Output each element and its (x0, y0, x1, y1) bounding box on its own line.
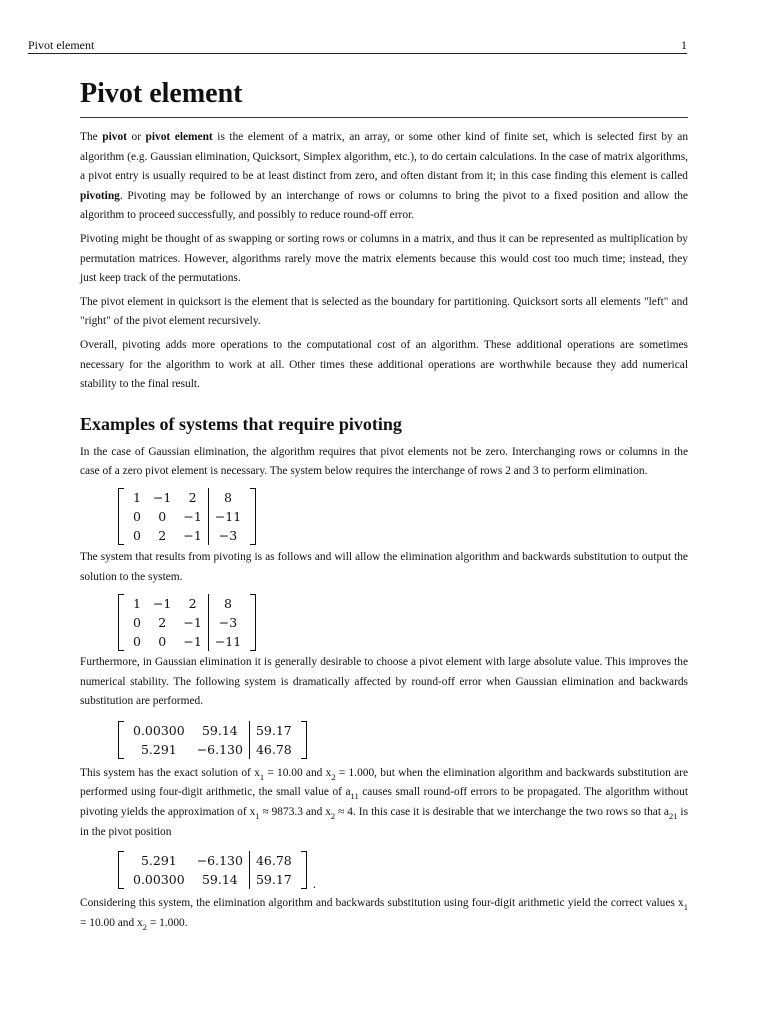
equation-matrix-3 (118, 718, 688, 762)
article-title: Pivot element (80, 78, 243, 109)
running-header (28, 38, 687, 52)
equation-matrix-4 (118, 848, 688, 892)
paragraph-overall: Overall, pivoting adds more operations to the computational cost of an algorithm. These additional operations are sometimes necessary for the algorithm to work at all. Other times these additional operations are worthwhile because they add numerical stability to the final result. (80, 338, 688, 391)
augmented-matrix: 1 −1 2 8 0 2 −1 −3 0 0 −1 −11 (118, 594, 256, 651)
running-title: Pivot element (28, 38, 95, 52)
equation-matrix-2 (118, 591, 688, 653)
page-number: 1 (681, 38, 687, 52)
paragraph-zero-pivot: In the case of Gaussian elimination, the algorithm requires that pivot elements not be zero. Interchanging rows or columns in the case of a zero pivot element is necessary. The system below requires the interchange of rows 2 and 3 to perform elimination. (80, 445, 688, 478)
paragraph-quicksort: The pivot element in quicksort is the element that is selected as the boundary for partitioning. Quicksort sorts all elements "left" and "right" of the pivot element recursively. (80, 295, 688, 328)
term-pivot: pivot (102, 131, 127, 143)
intro-paragraph: The pivot or pivot element is the element of a matrix, an array, or some other kind of finite set, which is selected first by an algorithm (e.g. Gaussian elimination, Quicksort, Simplex algorithm, etc.), to do certain calculations. In the case of matrix algorithms, a pivot entry is usually required to be at least distinct from zero, and often distant from it; in this case finding this element is called pivoting. Pivoting may be followed by an interchange of rows or columns to bring the pivot to a fixed position and allow the algorithm to proceed successfully, and possibly to reduce round-off error. (80, 131, 689, 222)
equation-matrix-1 (118, 486, 688, 548)
article (80, 76, 688, 937)
term-pivoting: pivoting (80, 189, 120, 202)
header-rule (28, 53, 687, 54)
paragraph-after-pivoting: The system that results from pivoting is as follows and will allow the elimination algorithm and backwards substitution to output the solution to the system. (80, 550, 688, 583)
trailing-period: . (312, 876, 317, 892)
augmented-matrix: 0.00300 59.14 59.17 5.291 −6.130 46.78 (118, 721, 307, 759)
paragraph-round-off: Furthermore, in Gaussian elimination it is generally desirable to choose a pivot element with large absolute value. This improves the numerical stability. The following system is dramatically affected by round-off error when Gaussian elimination and backwards substitution are performed. (80, 656, 688, 708)
title-rule (80, 117, 688, 118)
augmented-matrix: 5.291 −6.130 46.78 0.00300 59.14 59.17 (118, 851, 307, 889)
paragraph-exact-solution: This system has the exact solution of $x_1 = 10.00$ and $x_2 = 1.000$, but when the elimination algorithm and backwards substitution are performed using four-digit arithmetic, the small value of $a_{11}$ causes small round-off errors to be propagated. The algorithm without pivoting yields the approximation of $x_1 \approx 9873.3$ and $x_2 \approx 4$. In this case it is desirable that we interchange the two rows so that $a_{21}$ is in the pivot position (80, 766, 688, 838)
paragraph-correct-values: Considering this system, the elimination algorithm and backwards substitution using four-digit arithmetic yield the correct values $x_1 = 10.00$ and $x_2 = 1.000$. (80, 897, 688, 932)
section-heading: Examples of systems that require pivoting (80, 413, 402, 434)
augmented-matrix: 1 −1 2 8 0 0 −1 −11 0 2 −1 −3 (118, 488, 256, 545)
paragraph-permutations: Pivoting might be thought of as swapping or sorting rows or columns in a matrix, and thus it can be represented as multiplication by permutation matrices. However, algorithms rarely move the matrix elements because this would cost too much time; instead, they just keep track of the permutations. (80, 232, 688, 285)
term-pivot-element: pivot element (145, 131, 213, 143)
